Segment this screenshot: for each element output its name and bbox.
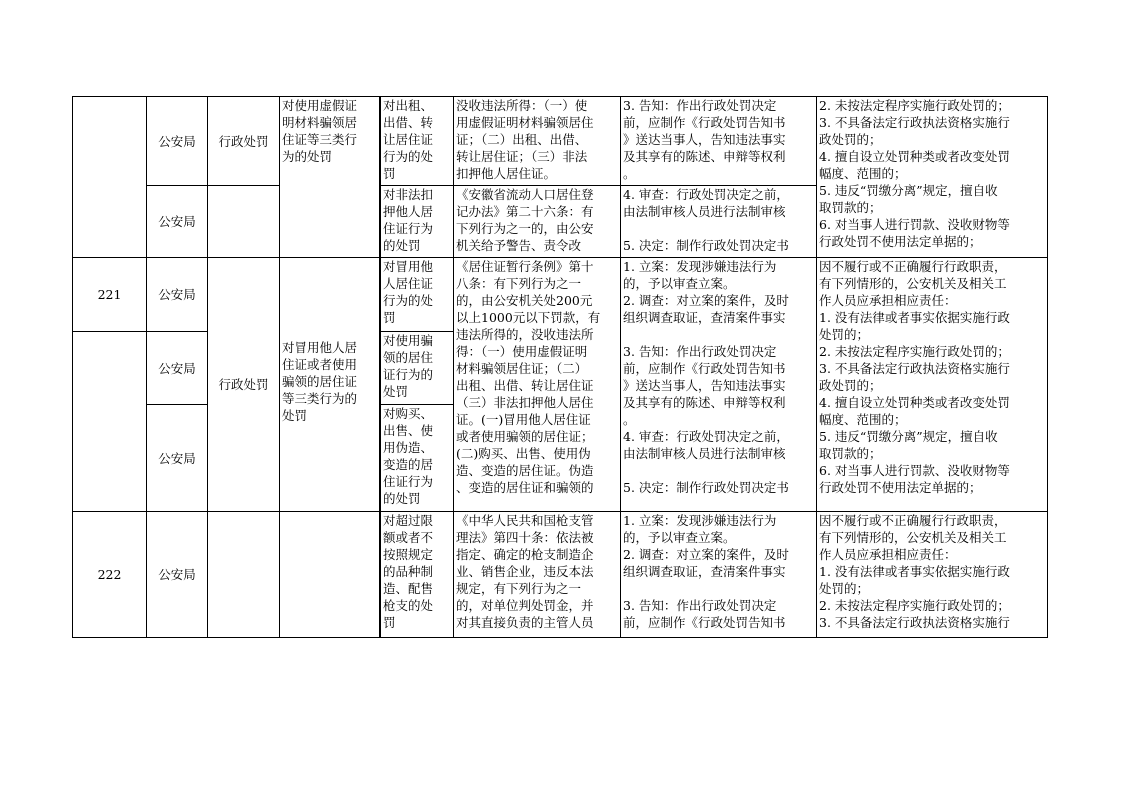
liability-line: 行政处罚不使用法定单据的；	[819, 480, 982, 495]
subitem-line: 造、配售	[383, 581, 434, 596]
basis-line: 或者使用骗领的居住证；	[456, 429, 594, 444]
basis-line: 扣押他人居住证。	[456, 166, 557, 181]
liability-line: 政处罚的；	[819, 378, 882, 393]
process-line: 2. 调查：对立案的案件，及时	[623, 293, 789, 308]
basis-line: 没收违法所得：（一）使	[456, 98, 588, 113]
process-line	[623, 220, 814, 237]
process-line: 。	[623, 412, 636, 427]
basis-line: (二)购买、出售、使用伪	[456, 446, 591, 461]
row221-liability-cell	[816, 257, 1048, 512]
subitem-line: 变造的居	[383, 457, 434, 472]
dept-label: 公安局	[158, 287, 196, 302]
process-line: 》送达当事人，告知违法事实	[623, 378, 786, 393]
process-line: 4. 审查：行政处罚决定之前，	[623, 187, 789, 202]
subitem-line: 枪支的处	[383, 598, 434, 613]
liability-line: 1. 没有法律或者事实依据实施行政	[819, 564, 1010, 579]
process-line: 3. 告知：作出行政处罚决定	[623, 344, 777, 359]
liability-line: 取罚款的；	[819, 446, 882, 461]
basis-line: 证；（二）出租、出借、	[456, 132, 588, 147]
item-line: 处罚	[282, 408, 308, 423]
row-number: 222	[97, 567, 122, 582]
liability-line: 有下列情形的，公安机关及相关工	[819, 276, 1007, 291]
basis-line: 转让居住证；（三）非法	[456, 149, 588, 164]
basis-line: 以上1000元以下罚款，有	[456, 310, 601, 325]
subitem-line: 处罚	[383, 384, 409, 399]
row221-subitem-cell-2	[379, 331, 454, 405]
subitem-line: 领的居住	[383, 350, 434, 365]
basis-line: 八条：有下列行为之一	[456, 276, 582, 291]
subitem-line: 对非法扣	[383, 187, 434, 202]
row220-basis-cell-1	[453, 96, 621, 186]
liability-line: 因不履行或不正确履行行政职责，	[819, 513, 1007, 528]
process-line: 组织调查取证，查清案件事实	[623, 564, 786, 579]
row221-dept-cell-2	[146, 331, 208, 405]
liability-line: 作人员应承担相应责任：	[819, 293, 957, 308]
basis-line: 用虚假证明材料骗领居住	[456, 115, 594, 130]
basis-line: 得：（一）使用虚假证明	[456, 344, 588, 359]
process-line: 由法制审核人员进行法制审核	[623, 204, 786, 219]
process-line: 1. 立案：发现涉嫌违法行为	[623, 513, 777, 528]
row222-no-cell	[72, 511, 147, 638]
liability-line: 政处罚的；	[819, 132, 882, 147]
subitem-line: 出售、使	[383, 423, 434, 438]
row221-no-cell	[72, 257, 147, 332]
basis-line: 的，对单位判处罚金，并	[456, 598, 594, 613]
basis-line: 机关给予警告、责令改	[456, 238, 582, 253]
row222-process-cell	[620, 511, 817, 638]
item-line: 明材料骗领居	[282, 115, 358, 130]
item-line: 为的处罚	[282, 149, 333, 164]
process-line: 组织调查取证，查清案件事实	[623, 310, 786, 325]
liability-line: 5. 违反“罚缴分离”规定，擅自收	[819, 429, 998, 444]
liability-line: 6. 对当事人进行罚款、没收财物等	[819, 217, 1010, 232]
subitem-line: 对使用骗	[383, 333, 434, 348]
liability-line: 2. 未按法定程序实施行政处罚的；	[819, 344, 1010, 359]
liability-line: 幅度、范围的；	[819, 412, 907, 427]
process-line: 3. 告知：作出行政处罚决定	[623, 98, 777, 113]
row220-type-cell	[207, 96, 280, 186]
basis-line: 《中华人民共和国枪支管	[456, 513, 594, 528]
row220-process-cell-2	[620, 185, 817, 258]
row220-no-cell	[72, 96, 147, 258]
row220-subitem-cell-1	[379, 96, 454, 186]
process-line	[623, 326, 814, 343]
liability-line: 因不履行或不正确履行行政职责，	[819, 259, 1007, 274]
row220-basis-cell-2	[453, 185, 621, 258]
row221-basis-cell	[453, 257, 621, 512]
row221-dept-cell-3	[146, 404, 208, 512]
subitem-line: 罚	[383, 310, 396, 325]
liability-line: 取罚款的；	[819, 200, 882, 215]
process-line: 5. 决定：制作行政处罚决定书	[623, 238, 789, 253]
row221-no-cell-lower	[72, 331, 147, 512]
subitem-line: 的处罚	[383, 238, 421, 253]
row220-dept-cell-1	[146, 96, 208, 186]
liability-line: 处罚的；	[819, 327, 870, 342]
subitem-line: 让居住证	[383, 132, 434, 147]
subitem-line: 的处罚	[383, 491, 421, 506]
subitem-line: 用伪造、	[383, 440, 434, 455]
liability-line: 行政处罚不使用法定单据的；	[819, 234, 982, 249]
liability-line: 2. 未按法定程序实施行政处罚的；	[819, 598, 1010, 613]
dept-label: 公安局	[158, 360, 196, 376]
liability-line: 幅度、范围的；	[819, 166, 907, 181]
process-line: 2. 调查：对立案的案件，及时	[623, 547, 789, 562]
liability-line: 5. 违反“罚缴分离”规定，擅自收	[819, 183, 998, 198]
item-line: 对冒用他人居	[282, 340, 358, 355]
process-line: 3. 告知：作出行政处罚决定	[623, 598, 777, 613]
subitem-line: 行为的处	[383, 149, 434, 164]
liability-line: 3. 不具备法定行政执法资格实施行	[819, 361, 1010, 376]
liability-line: 6. 对当事人进行罚款、没收财物等	[819, 463, 1010, 478]
liability-line: 2. 未按法定程序实施行政处罚的；	[819, 98, 1010, 113]
row221-type-cell	[207, 257, 280, 512]
process-line: 1. 立案：发现涉嫌违法行为	[623, 259, 777, 274]
dept-label: 公安局	[158, 567, 196, 582]
type-label: 行政处罚	[218, 133, 269, 149]
process-line	[623, 462, 814, 479]
liability-line: 处罚的；	[819, 581, 870, 596]
liability-line: 1. 没有法律或者事实依据实施行政	[819, 310, 1010, 325]
row220-subitem-cell-2	[379, 185, 454, 258]
subitem-line: 额或者不	[383, 530, 434, 545]
basis-line: 规定，有下列行为之一	[456, 581, 582, 596]
basis-line: 材料骗领居住证；（二）	[456, 361, 588, 376]
row220-process-cell-1	[620, 96, 817, 186]
row222-liability-cell	[816, 511, 1048, 638]
row222-item-cell	[279, 511, 380, 638]
subitem-line: 住证行为	[383, 474, 434, 489]
row220-type-cell-lower	[207, 185, 280, 258]
row-number: 221	[97, 287, 122, 302]
liability-line: 4. 擅自设立处罚种类或者改变处罚	[819, 395, 1010, 410]
subitem-line: 按照规定	[383, 547, 434, 562]
process-line: 前，应制作《行政处罚告知书	[623, 361, 786, 376]
basis-line: 违法所得的，没收违法所	[456, 327, 594, 342]
basis-line: 指定、确定的枪支制造企	[456, 547, 594, 562]
subitem-line: 对出租、	[383, 98, 434, 113]
item-line: 等三类行为的	[282, 391, 358, 406]
row222-type-cell	[207, 511, 280, 638]
item-line: 住证或者使用	[282, 357, 358, 372]
process-line: 4. 审查：行政处罚决定之前，	[623, 429, 789, 444]
basis-line: 下列行为之一的，由公安	[456, 221, 594, 236]
liability-line: 作人员应承担相应责任：	[819, 547, 957, 562]
subitem-line: 行为的处	[383, 293, 434, 308]
liability-line: 有下列情形的，公安机关及相关工	[819, 530, 1007, 545]
row220-item-cell	[279, 96, 380, 258]
process-line: 及其享有的陈述、申辩等权利	[623, 395, 786, 410]
process-line: 由法制审核人员进行法制审核	[623, 446, 786, 461]
subitem-line: 罚	[383, 166, 396, 181]
process-line: 的，予以审查立案。	[623, 276, 736, 291]
dept-label: 公安局	[158, 450, 196, 466]
basis-line: 对其直接负责的主管人员	[456, 615, 594, 630]
subitem-line: 对购买、	[383, 406, 434, 421]
basis-line: 记办法》第二十六条：有	[456, 204, 594, 219]
item-line: 住证等三类行	[282, 132, 358, 147]
subitem-line: 的品种制	[383, 564, 434, 579]
dept-label: 公安局	[158, 133, 196, 149]
process-line: 前，应制作《行政处罚告知书	[623, 615, 786, 630]
row222-dept-cell	[146, 511, 208, 638]
basis-line: 的，由公安机关处200元	[456, 293, 593, 308]
item-line: 骗领的居住证	[282, 374, 358, 389]
row220-liability-cell	[816, 96, 1048, 258]
basis-line: 《居住证暂行条例》第十	[456, 259, 594, 274]
liability-line: 4. 擅自设立处罚种类或者改变处罚	[819, 149, 1010, 164]
subitem-line: 罚	[383, 615, 396, 630]
basis-line: 证。(一)冒用他人居住证	[456, 412, 591, 427]
liability-line: 3. 不具备法定行政执法资格实施行	[819, 115, 1010, 130]
subitem-line: 证行为的	[383, 367, 434, 382]
row221-dept-cell-1	[146, 257, 208, 332]
basis-line: 出租、出借、转让居住证	[456, 378, 594, 393]
process-line: 及其享有的陈述、申辩等权利	[623, 149, 786, 164]
subitem-line: 押他人居	[383, 204, 434, 219]
row222-subitem-cell	[379, 511, 454, 638]
dept-label: 公安局	[158, 214, 196, 229]
process-line: 的，予以审查立案。	[623, 530, 736, 545]
row221-item-cell	[279, 257, 380, 512]
row221-subitem-cell-3	[379, 404, 454, 512]
basis-line: 、变造的居住证和骗领的	[456, 480, 594, 495]
subitem-line: 出借、转	[383, 115, 434, 130]
basis-line: （三）非法扣押他人居住	[456, 395, 594, 410]
subitem-line: 住证行为	[383, 221, 434, 236]
subitem-line: 对冒用他	[383, 259, 434, 274]
basis-line: 造、变造的居住证。伪造	[456, 463, 594, 478]
row222-basis-cell	[453, 511, 621, 638]
process-line: 》送达当事人，告知违法事实	[623, 132, 786, 147]
subitem-line: 人居住证	[383, 276, 434, 291]
basis-line: 理法》第四十条：依法被	[456, 530, 594, 545]
liability-line: 3. 不具备法定行政执法资格实施行	[819, 615, 1010, 630]
type-label: 行政处罚	[218, 377, 269, 392]
process-line	[623, 580, 814, 597]
process-line: 。	[623, 166, 636, 181]
process-line: 前，应制作《行政处罚告知书	[623, 115, 786, 130]
subitem-line: 对超过限	[383, 513, 434, 528]
row221-subitem-cell-1	[379, 257, 454, 332]
item-line: 对使用虚假证	[282, 98, 358, 113]
basis-line: 《安徽省流动人口居住登	[456, 187, 594, 202]
process-line: 5. 决定：制作行政处罚决定书	[623, 480, 789, 495]
basis-line: 业、销售企业，违反本法	[456, 564, 594, 579]
row221-process-cell	[620, 257, 817, 512]
row220-dept-cell-2	[146, 185, 208, 258]
